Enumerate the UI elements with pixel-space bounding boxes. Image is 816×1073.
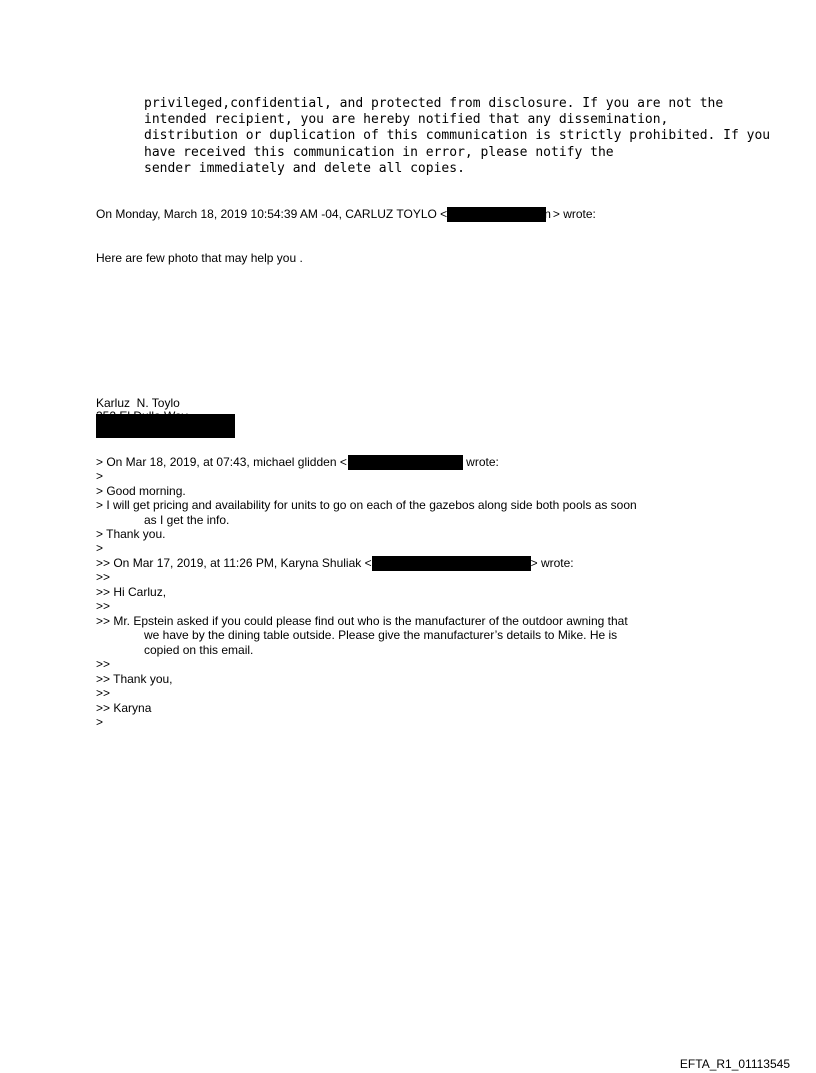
- document-id: EFTA_R1_01113545: [679, 1057, 790, 1071]
- quoted-header: [96, 556, 574, 571]
- quoted-header-suffix: wrote:: [466, 455, 499, 469]
- email-body: Here are few photo that may help you .: [96, 251, 303, 265]
- quoted-header-prefix: > On Mar 18, 2019, at 07:43, michael glidden <: [96, 455, 347, 469]
- quoted-header: [96, 455, 499, 470]
- email-header: [96, 207, 596, 222]
- quoted-line: >>: [96, 686, 111, 700]
- quoted-line: > Good morning.: [96, 484, 186, 498]
- quoted-line: >>: [96, 599, 111, 613]
- quoted-header-suffix: > wrote:: [530, 556, 574, 570]
- quoted-line: > Thank you.: [96, 527, 166, 541]
- quoted-line: we have by the dining table outside. Please give the manufacturer’s details to Mike. He is: [144, 628, 618, 642]
- disclaimer-line: distribution or duplication of this communication is strictly prohibited. If you: [144, 128, 771, 144]
- quoted-line: copied on this email.: [144, 643, 254, 657]
- quoted-line: >> Karyna: [96, 701, 152, 715]
- quoted-line: >: [96, 715, 104, 729]
- redaction-box: [372, 556, 531, 571]
- quoted-line: > I will get pricing and availability for units to go on each of the gazebos along side both pools as soon: [96, 498, 637, 512]
- quoted-line: >>: [96, 570, 111, 584]
- quoted-line: >: [96, 541, 104, 555]
- disclaimer-line: privileged,confidential, and protected from disclosure. If you are not the: [144, 96, 724, 111]
- email-header-redacted-tail: n: [544, 207, 551, 221]
- confidentiality-disclaimer: [144, 96, 771, 177]
- signature-name: Karluz N. Toylo: [96, 396, 180, 410]
- redaction-box: [96, 414, 235, 438]
- quoted-line: as I get the info.: [144, 513, 230, 527]
- quoted-line: >>: [96, 657, 111, 671]
- redaction-box: [348, 455, 463, 470]
- redaction-box: [447, 207, 546, 222]
- email-header-prefix: On Monday, March 18, 2019 10:54:39 AM -04, CARLUZ TOYLO <: [96, 207, 448, 221]
- quoted-line: >: [96, 469, 104, 483]
- email-header-suffix: > wrote:: [552, 207, 596, 221]
- quoted-line: >> Mr. Epstein asked if you could please find out who is the manufacturer of the outdoor awning that: [96, 614, 628, 628]
- quoted-header-prefix: >> On Mar 17, 2019, at 11:26 PM, Karyna Shuliak <: [96, 556, 372, 570]
- disclaimer-line: have received this communication in error, please notify the: [144, 144, 614, 160]
- disclaimer-line: intended recipient, you are hereby notified that any dissemination,: [144, 112, 669, 128]
- quoted-line: >> Thank you,: [96, 672, 173, 686]
- quoted-line: >> Hi Carluz,: [96, 585, 167, 599]
- disclaimer-line: sender immediately and delete all copies.: [144, 160, 465, 176]
